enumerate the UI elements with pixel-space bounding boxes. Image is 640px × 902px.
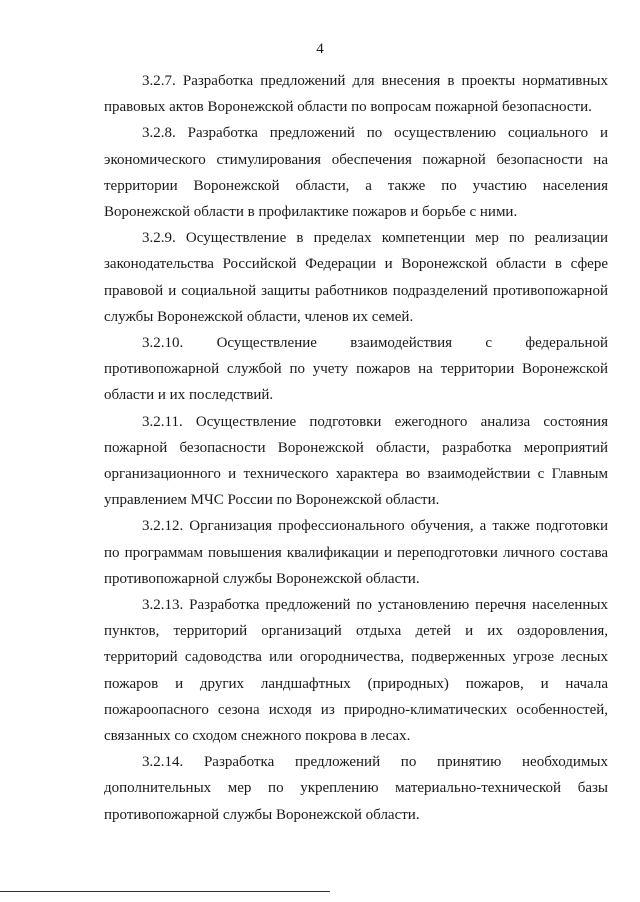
footer-divider <box>0 891 330 892</box>
paragraph-3-2-13: 3.2.13. Разработка предложений по установлению перечня населенных пунктов, территорий организаций отдыха детей и их оздоровления, территорий садоводства или огородничества, подверженных угрозе лесных пожаров и других ландшафтных (природных) пожаров, и начала пожароопасного сезона исходя из природно-климатических особенностей, связанных со сходом снежного покрова в лесах. <box>104 597 608 745</box>
paragraph-3-2-9: 3.2.9. Осуществление в пределах компетенции мер по реализации законодательства Российской Федерации и Воронежской области в сфере правовой и социальной защиты работников подразделений противопожарной службы Воронежской области, членов их семей. <box>104 230 608 325</box>
document-body <box>104 68 608 828</box>
paragraph-3-2-8: 3.2.8. Разработка предложений по осуществлению социального и экономического стимулирования обеспечения пожарной безопасности на территории Воронежской области, а также по участию населения Воронежской области в профилактике пожаров и борьбе с ними. <box>104 125 608 221</box>
paragraph-3-2-11: 3.2.11. Осуществление подготовки ежегодного анализа состояния пожарной безопасности Воронежской области, разработка мероприятий организационного и технического характера во взаимодействии с Главным управлением МЧС России по Воронежской области. <box>104 413 608 509</box>
paragraph-3-2-7: 3.2.7. Разработка предложений для внесения в проекты нормативных правовых актов Воронежской области по вопросам пожарной безопасности. <box>104 73 608 116</box>
paragraph-3-2-10: 3.2.10. Осуществление взаимодействия с федеральной противопожарной службой по учету пожаров на территории Воронежской области и их последствий. <box>104 335 608 404</box>
paragraph-3-2-14: 3.2.14. Разработка предложений по принятию необходимых дополнительных мер по укреплению материально-технической базы противопожарной службы Воронежской области. <box>104 754 608 823</box>
page-number: 4 <box>316 41 324 57</box>
paragraph-3-2-12: 3.2.12. Организация профессионального обучения, а также подготовки по программам повышения квалификации и переподготовки личного состава противопожарной службы Воронежской области. <box>104 518 608 587</box>
